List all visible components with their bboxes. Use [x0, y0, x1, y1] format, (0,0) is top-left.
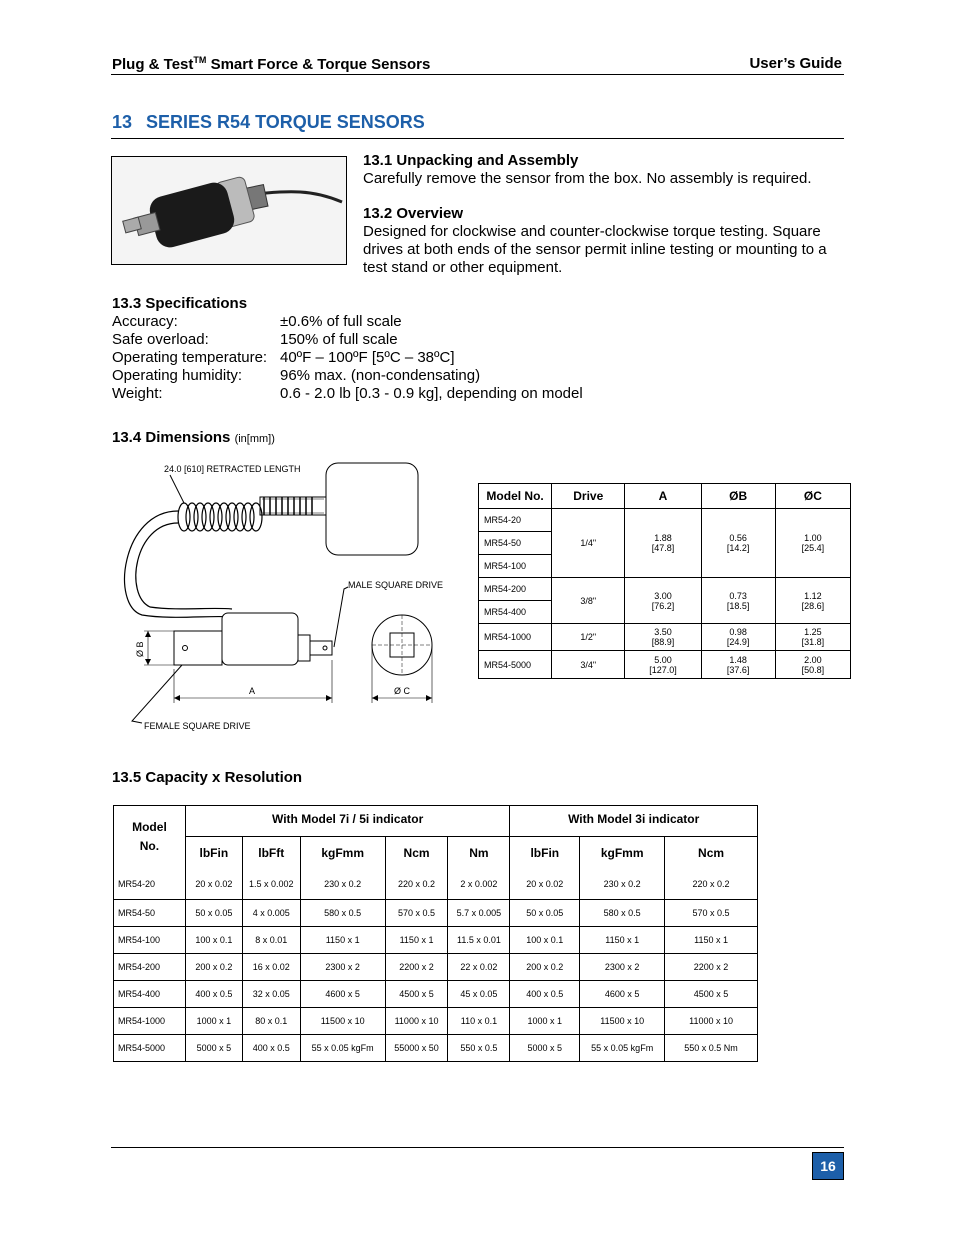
table-row: [114, 869, 758, 900]
a-value: 1.88: [654, 533, 672, 543]
header-title: [112, 55, 430, 73]
capacity-cell: 2200 x 2: [665, 954, 758, 981]
capacity-cell: 11.5 x 0.01: [448, 927, 510, 954]
table-row: [114, 927, 758, 954]
capacity-cell: 16 x 0.02: [242, 954, 300, 981]
footer-rule: [111, 1147, 844, 1148]
header-rule: [111, 74, 844, 75]
specs-list: [112, 313, 583, 403]
capacity-cell: 22 x 0.02: [448, 954, 510, 981]
capacity-cell: 2 x 0.002: [448, 869, 510, 900]
model-cell: MR54-50: [479, 532, 552, 555]
column-header: Ncm: [385, 837, 448, 869]
table-row: [114, 1035, 758, 1062]
model-cell: MR54-400: [479, 601, 552, 624]
spec-row: [112, 349, 583, 367]
capacity-cell: 4 x 0.005: [242, 900, 300, 927]
capacity-cell: 2300 x 2: [580, 954, 665, 981]
section-number: 13: [112, 112, 133, 132]
a-cell: [625, 651, 701, 679]
column-header: Drive: [552, 484, 625, 509]
capacity-cell: 1150 x 1: [300, 927, 385, 954]
table-row: [479, 624, 851, 651]
capacity-cell: 4500 x 5: [385, 981, 448, 1008]
a-value-mm: [88.9]: [651, 637, 675, 647]
unpacking-text: Carefully remove the sensor from the box. No assembly is required.: [363, 170, 812, 187]
capacity-cell: 1150 x 1: [580, 927, 665, 954]
drive-cell: 3/4": [552, 651, 625, 679]
b-cell: [701, 578, 775, 624]
capacity-cell: 550 x 0.5 Nm: [665, 1035, 758, 1062]
header-title-prefix: Plug & Test: [112, 56, 194, 73]
capacity-cell: 200 x 0.2: [185, 954, 242, 981]
c-value-mm: [28.6]: [801, 600, 825, 611]
group-header-3i: With Model 3i indicator: [510, 806, 758, 837]
table-row: [479, 651, 851, 679]
dimensions-heading: [112, 429, 275, 446]
c-value: 2.00: [804, 654, 822, 665]
capacity-cell: 1.5 x 0.002: [242, 869, 300, 900]
capacity-cell: 580 x 0.5: [580, 900, 665, 927]
spec-row: [112, 331, 583, 349]
model-header-line: Model: [132, 820, 167, 835]
table-row: [114, 981, 758, 1008]
capacity-cell: 5000 x 5: [510, 1035, 580, 1062]
c-value: 1.12: [804, 590, 822, 601]
model-cell: MR54-20: [114, 869, 186, 900]
c-cell: [775, 624, 850, 651]
spec-value: ±0.6% of full scale: [280, 313, 402, 330]
female-drive-label: FEMALE SQUARE DRIVE: [144, 721, 251, 731]
capacity-cell: 200 x 0.2: [510, 954, 580, 981]
unpacking-heading: 13.1 Unpacking and Assembly: [363, 152, 579, 169]
overview-heading: 13.2 Overview: [363, 205, 464, 222]
model-cell: MR54-200: [114, 954, 186, 981]
a-cell: [625, 624, 701, 651]
capacity-cell: 11500 x 10: [580, 1008, 665, 1035]
dimension-a-label: A: [249, 686, 256, 696]
b-cell: [701, 651, 775, 679]
c-value: 1.25: [804, 627, 822, 637]
dimension-c-label: Ø C: [394, 686, 411, 696]
capacity-cell: 11000 x 10: [665, 1008, 758, 1035]
capacity-cell: 45 x 0.05: [448, 981, 510, 1008]
a-cell: [625, 578, 701, 624]
overview-text: Designed for clockwise and counter-clockwise torque testing. Square drives at both ends of the sensor permit inline testing or mounting to a test stand or other equipment.: [363, 223, 827, 276]
model-cell: MR54-400: [114, 981, 186, 1008]
b-value: 0.73: [729, 590, 747, 601]
column-header: ØC: [775, 484, 850, 509]
c-value-mm: [31.8]: [801, 637, 825, 647]
column-header: kgFmm: [580, 837, 665, 869]
b-value: 0.98: [729, 627, 747, 637]
spec-label: Accuracy:: [112, 313, 178, 330]
capacity-cell: 230 x 0.2: [300, 869, 385, 900]
sensor-photo: [111, 156, 347, 265]
column-header: lbFft: [242, 837, 300, 869]
capacity-cell: 20 x 0.02: [510, 869, 580, 900]
trademark: TM: [193, 55, 207, 65]
male-drive-label: MALE SQUARE DRIVE: [348, 580, 444, 590]
b-value-mm: [14.2]: [726, 543, 750, 553]
capacity-cell: 2200 x 2: [385, 954, 448, 981]
spec-row: [112, 313, 583, 331]
capacity-cell: 55 x 0.05 kgFm: [580, 1035, 665, 1062]
table-row: [479, 578, 851, 601]
table-row: [479, 509, 851, 532]
column-header: Nm: [448, 837, 510, 869]
model-cell: MR54-100: [114, 927, 186, 954]
capacity-cell: 11500 x 10: [300, 1008, 385, 1035]
column-header: Model No.: [479, 484, 552, 509]
capacity-cell: 20 x 0.02: [185, 869, 242, 900]
model-cell: MR54-5000: [479, 651, 552, 679]
capacity-cell: 4500 x 5: [665, 981, 758, 1008]
drive-cell: 1/4": [552, 509, 625, 578]
capacity-cell: 1150 x 1: [665, 927, 758, 954]
capacity-table: [113, 805, 758, 1062]
b-value: 1.48: [729, 654, 747, 665]
capacity-cell: 220 x 0.2: [692, 878, 730, 889]
b-value-mm: [18.5]: [726, 600, 750, 611]
capacity-cell: 50 x 0.05: [185, 900, 242, 927]
capacity-cell: 550 x 0.5: [448, 1035, 510, 1062]
spec-value: 150% of full scale: [280, 331, 398, 348]
spec-label: Operating temperature:: [112, 349, 268, 366]
b-value-mm: [37.6]: [726, 664, 750, 675]
model-cell: MR54-1000: [114, 1008, 186, 1035]
model-cell: MR54-50: [114, 900, 186, 927]
capacity-cell: 1150 x 1: [385, 927, 448, 954]
table-subheader-row: [114, 837, 758, 869]
c-value: 1.00: [804, 533, 822, 543]
capacity-cell: 4600 x 5: [300, 981, 385, 1008]
column-header: lbFin: [510, 837, 580, 869]
page-number: 16: [812, 1152, 844, 1180]
a-value: 5.00: [654, 654, 672, 665]
header-title-suffix: Smart Force & Torque Sensors: [206, 56, 431, 73]
b-cell: [701, 624, 775, 651]
capacity-cell: 5.7 x 0.005: [448, 900, 510, 927]
model-header-line: No.: [139, 839, 160, 854]
capacity-cell: 2300 x 2: [300, 954, 385, 981]
model-cell: MR54-200: [479, 578, 552, 601]
column-header: ØB: [701, 484, 775, 509]
spec-row: [112, 367, 583, 385]
table-header-row: [479, 484, 851, 509]
table-row: [114, 1008, 758, 1035]
table-header-row: [114, 806, 758, 837]
capacity-cell: 110 x 0.1: [448, 1008, 510, 1035]
column-header: lbFin: [185, 837, 242, 869]
a-value-mm: [76.2]: [651, 600, 675, 611]
model-cell: MR54-1000: [479, 624, 552, 651]
a-value: 3.00: [654, 590, 672, 601]
capacity-cell: 400 x 0.5: [242, 1035, 300, 1062]
capacity-cell: 8 x 0.01: [242, 927, 300, 954]
c-cell: [775, 651, 850, 679]
model-cell: MR54-5000: [114, 1035, 186, 1062]
drive-cell: 3/8": [552, 578, 625, 624]
handle-outline: [326, 463, 418, 555]
capacity-cell: 100 x 0.1: [185, 927, 242, 954]
b-value: 0.56: [729, 533, 747, 543]
table-row: [114, 900, 758, 927]
spec-value: 0.6 - 2.0 lb [0.3 - 0.9 kg], depending on model: [280, 385, 583, 402]
dimensions-table: [478, 483, 851, 679]
capacity-cell: 570 x 0.5: [385, 900, 448, 927]
spec-label: Safe overload:: [112, 331, 209, 348]
a-value-mm: [47.8]: [651, 543, 675, 553]
dimensions-unit: (in[mm]): [234, 433, 275, 445]
capacity-cell: 100 x 0.1: [510, 927, 580, 954]
column-header: kgFmm: [300, 837, 385, 869]
retracted-length-label: 24.0 [610] RETRACTED LENGTH: [164, 464, 301, 474]
capacity-cell: 1000 x 1: [185, 1008, 242, 1035]
model-cell: MR54-20: [479, 509, 552, 532]
column-header: Ncm: [698, 845, 725, 860]
section-title: [112, 112, 425, 133]
capacity-cell: 580 x 0.5: [300, 900, 385, 927]
a-value-mm: [127.0]: [649, 664, 677, 675]
spec-row: [112, 385, 583, 403]
capacity-cell: 11000 x 10: [385, 1008, 448, 1035]
column-header: A: [625, 484, 701, 509]
dimensions-heading-text: 13.4 Dimensions: [112, 429, 231, 446]
group-header-7i-5i: With Model 7i / 5i indicator: [185, 806, 509, 837]
table-row: [114, 954, 758, 981]
c-cell: [775, 578, 850, 624]
c-value-mm: [50.8]: [801, 664, 825, 675]
a-cell: [625, 509, 701, 578]
specs-heading: 13.3 Specifications: [112, 295, 248, 312]
c-cell: [775, 509, 850, 578]
capacity-cell: 50 x 0.05: [510, 900, 580, 927]
c-value-mm: [25.4]: [801, 543, 825, 553]
capacity-cell: 80 x 0.1: [242, 1008, 300, 1035]
capacity-cell: 1000 x 1: [510, 1008, 580, 1035]
capacity-cell: 55 x 0.05 kgFm: [300, 1035, 385, 1062]
capacity-cell: 400 x 0.5: [510, 981, 580, 1008]
capacity-cell: 55000 x 50: [385, 1035, 448, 1062]
header-guide: User’s Guide: [749, 55, 842, 72]
capacity-cell: 230 x 0.2: [580, 869, 665, 900]
capacity-cell: 32 x 0.05: [242, 981, 300, 1008]
capacity-heading: 13.5 Capacity x Resolution: [112, 769, 303, 786]
b-cell: [701, 509, 775, 578]
capacity-cell: 5000 x 5: [185, 1035, 242, 1062]
capacity-cell: 4600 x 5: [580, 981, 665, 1008]
spec-label: Operating humidity:: [112, 367, 243, 384]
spec-value: 40ºF – 100ºF [5ºC – 38ºC]: [280, 349, 455, 366]
spec-label: Weight:: [112, 385, 163, 402]
capacity-cell: 400 x 0.5: [185, 981, 242, 1008]
dimension-b-label: Ø B: [135, 641, 145, 657]
model-header: [114, 806, 186, 869]
capacity-cell: 220 x 0.2: [385, 869, 448, 900]
capacity-cell: 570 x 0.5: [665, 900, 758, 927]
drive-cell: 1/2": [552, 624, 625, 651]
dimension-drawing: [112, 455, 462, 740]
model-cell: MR54-100: [479, 555, 552, 578]
a-value: 3.50: [654, 627, 672, 637]
b-value-mm: [24.9]: [726, 637, 750, 647]
section-rule: [111, 138, 844, 139]
spec-value: 96% max. (non-condensating): [280, 367, 481, 384]
section-title-text: SERIES R54 TORQUE SENSORS: [146, 112, 425, 132]
